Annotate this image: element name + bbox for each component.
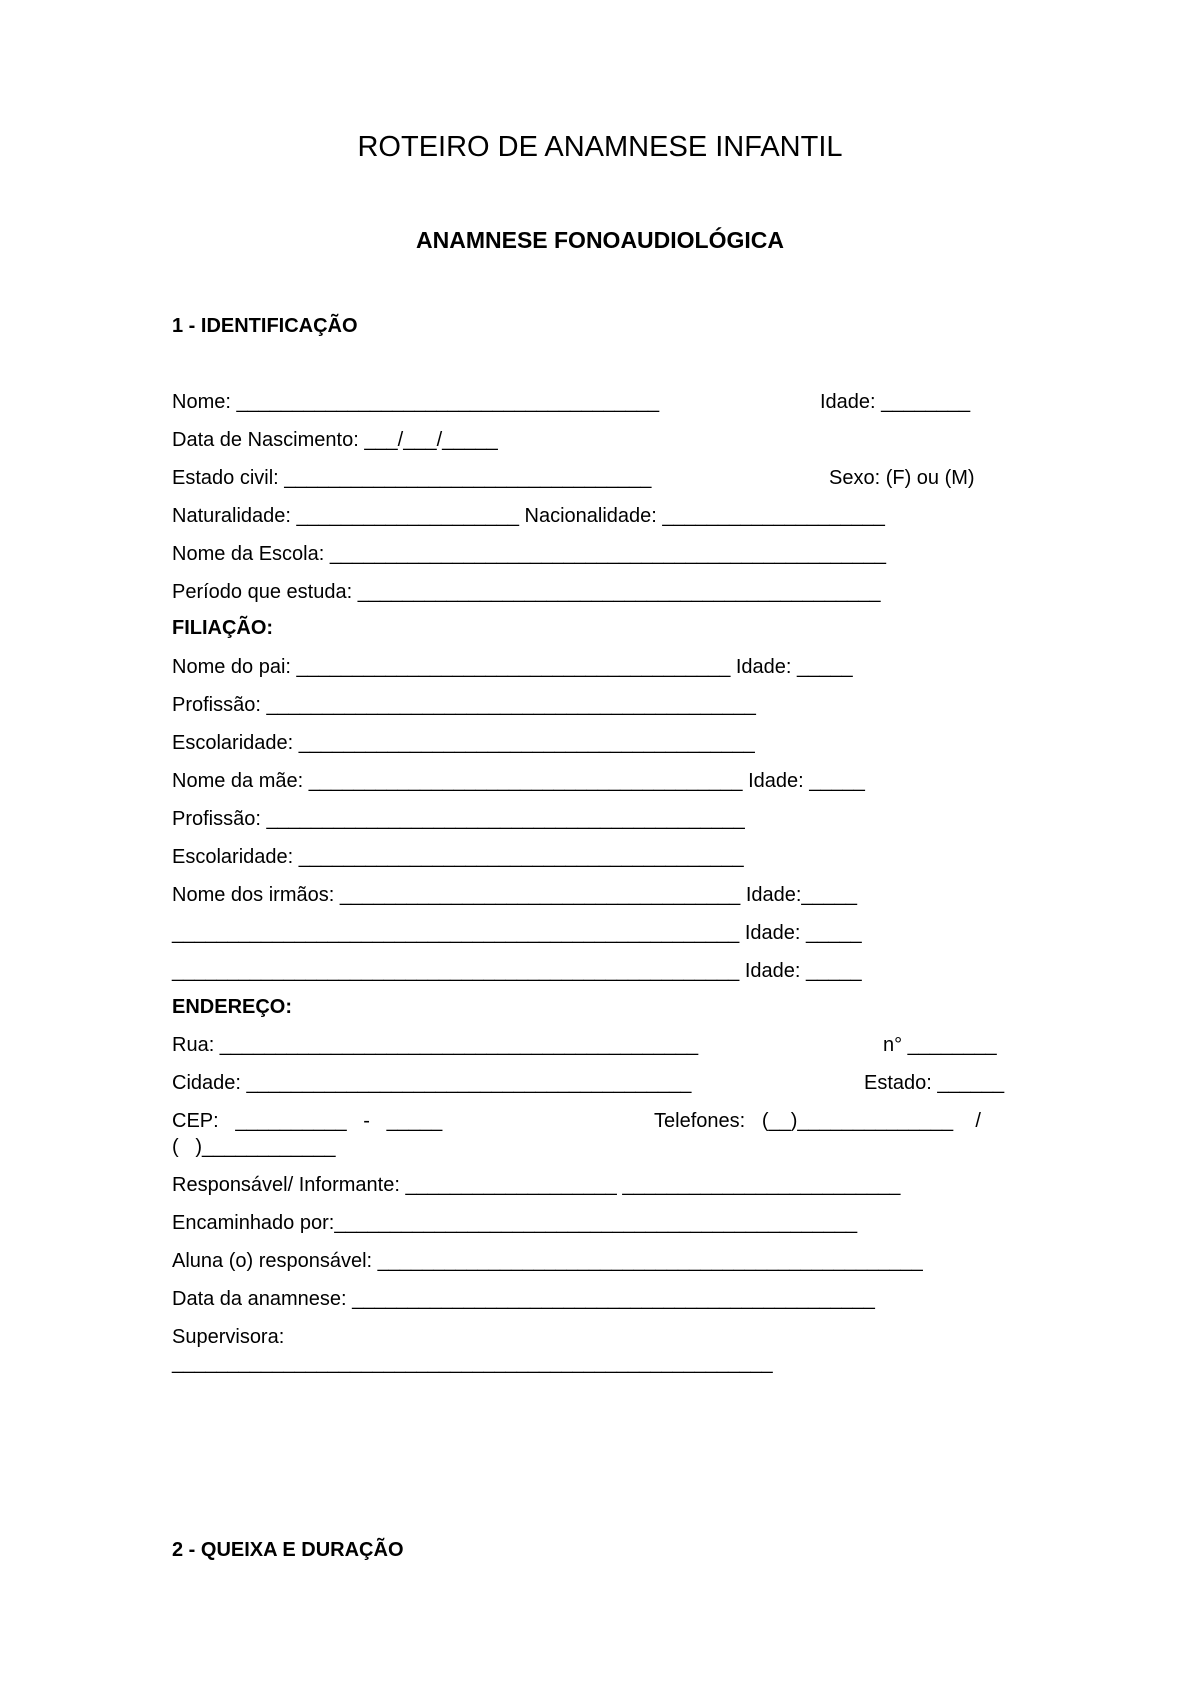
document-title: ROTEIRO DE ANAMNESE INFANTIL <box>357 131 843 163</box>
field-cep[interactable]: CEP: __________ - _____ <box>172 1110 443 1132</box>
field-data-anamnese[interactable]: Data da anamnese: _______________________________________________ <box>172 1288 875 1310</box>
field-irmao-3[interactable]: ___________________________________________________ Idade: _____ <box>172 960 862 982</box>
field-estado[interactable]: Estado: ______ <box>864 1072 1005 1094</box>
document-subtitle: ANAMNESE FONOAUDIOLÓGICA <box>416 227 784 253</box>
field-nome-irmaos[interactable]: Nome dos irmãos: ____________________________________ Idade:_____ <box>172 884 858 906</box>
field-escolaridade-pai[interactable]: Escolaridade: _________________________________________ <box>172 732 755 754</box>
field-sexo[interactable]: Sexo: (F) ou (M) <box>829 467 975 489</box>
field-estado-civil[interactable]: Estado civil: _________________________________ <box>172 467 652 489</box>
field-supervisora[interactable]: ______________________________________________________ <box>172 1352 773 1374</box>
field-idade[interactable]: Idade: ________ <box>820 391 971 413</box>
field-cidade[interactable]: Cidade: ________________________________________ <box>172 1072 692 1094</box>
field-telefones[interactable]: Telefones: (__)______________ / <box>654 1110 981 1132</box>
section-endereco: ENDEREÇO: <box>172 996 293 1018</box>
field-nome-escola[interactable]: Nome da Escola: __________________________________________________ <box>172 543 887 565</box>
field-naturalidade-nacionalidade[interactable]: Naturalidade: ____________________ Nacionalidade: ____________________ <box>172 505 885 527</box>
field-periodo[interactable]: Período que estuda: _______________________________________________ <box>172 581 881 603</box>
field-profissao-mae[interactable]: Profissão: ___________________________________________ <box>172 808 745 830</box>
field-data-nascimento[interactable]: Data de Nascimento: ___/___/_____ <box>172 429 498 451</box>
field-numero[interactable]: n° ________ <box>883 1034 997 1056</box>
section-filiacao: FILIAÇÃO: <box>172 617 274 639</box>
field-profissao-pai[interactable]: Profissão: ____________________________________________ <box>172 694 756 716</box>
field-escolaridade-mae[interactable]: Escolaridade: ________________________________________ <box>172 846 744 868</box>
field-rua[interactable]: Rua: ___________________________________________ <box>172 1034 699 1056</box>
field-irmao-2[interactable]: ___________________________________________________ Idade: _____ <box>172 922 862 944</box>
section-identificacao: 1 - IDENTIFICAÇÃO <box>172 315 358 337</box>
field-nome-mae[interactable]: Nome da mãe: _______________________________________ Idade: _____ <box>172 770 865 792</box>
field-responsavel-informante[interactable]: Responsável/ Informante: ___________________ _________________________ <box>172 1174 901 1196</box>
field-supervisora-label: Supervisora: <box>172 1326 285 1348</box>
field-nome-pai[interactable]: Nome do pai: _______________________________________ Idade: _____ <box>172 656 853 678</box>
field-telefone-2[interactable]: ( )____________ <box>172 1136 336 1158</box>
field-encaminhado-por[interactable]: Encaminhado por:_______________________________________________ <box>172 1212 858 1234</box>
section-queixa-duracao: 2 - QUEIXA E DURAÇÃO <box>172 1539 404 1561</box>
field-nome[interactable]: Nome: ______________________________________ <box>172 391 660 413</box>
field-aluna-responsavel[interactable]: Aluna (o) responsável: _________________________________________________ <box>172 1250 923 1272</box>
